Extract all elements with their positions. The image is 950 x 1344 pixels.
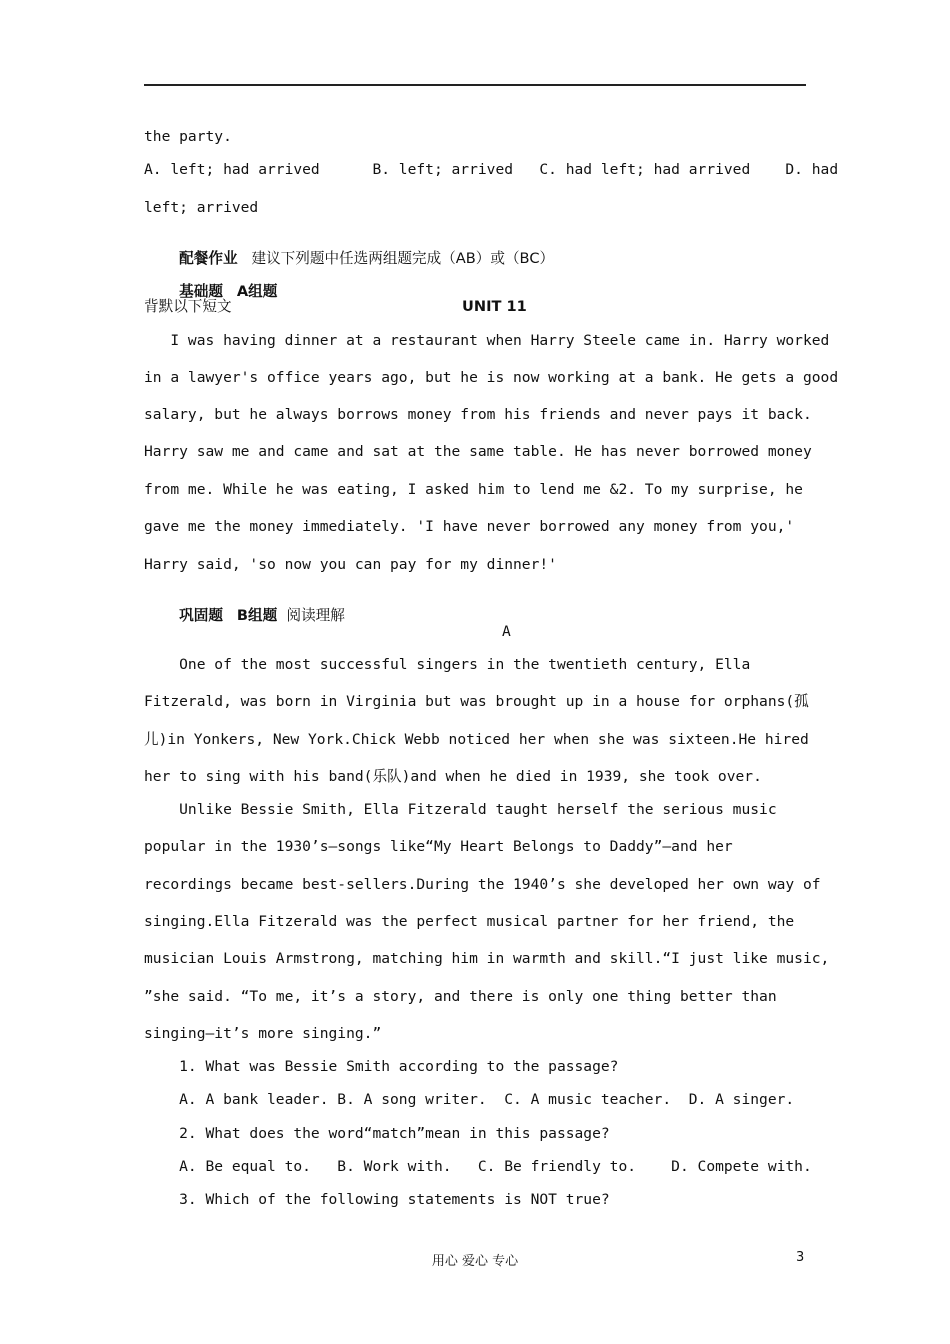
- passage-line: gave me the money immediately. 'I have never borrowed any money from you,': [144, 518, 795, 535]
- header-rule: [144, 84, 806, 86]
- reading-line: singing.Ella Fitzerald was the perfect musical partner for her friend, the: [144, 913, 795, 930]
- text-line: the party.: [144, 128, 232, 145]
- passage-line: Harry saw me and came and sat at the same table. He has never borrowed money: [144, 443, 812, 460]
- homework-instruction: 建议下列题中任选两组题完成（AB）或（BC）: [251, 250, 555, 267]
- group-b-label: B组题: [236, 607, 278, 624]
- recite-instruction: 背默以下短文: [144, 298, 232, 315]
- section-a-heading: A: [502, 623, 511, 640]
- question-2: 2. What does the word“match”mean in this passage?: [144, 1125, 610, 1142]
- question-2-options: A. Be equal to. B. Work with. C. Be friendly to. D. Compete with.: [144, 1158, 812, 1175]
- answer-options: A. left; had arrived B. left; arrived C. had left; had arrived D. had: [144, 161, 839, 178]
- group-a-label: A组题: [236, 283, 278, 300]
- basic-label: 基础题: [179, 283, 223, 300]
- reading-line: musician Louis Armstrong, matching him in warmth and skill.“I just like music,: [144, 950, 830, 967]
- passage-line: I was having dinner at a restaurant when Harry Steele came in. Harry worked: [144, 332, 830, 349]
- footer-motto: 用心 爱心 专心: [431, 1254, 519, 1269]
- reading-line: singing—it’s more singing.”: [144, 1025, 382, 1042]
- question-3: 3. Which of the following statements is NOT true?: [144, 1191, 610, 1208]
- consolidate-heading: [144, 589, 806, 643]
- reading-line: popular in the 1930’s—songs like“My Heart Belongs to Daddy”—and her: [144, 838, 733, 855]
- passage-line: salary, but he always borrows money from his friends and never pays it back.: [144, 406, 812, 423]
- reading-line: ”she said. “To me, it’s a story, and there is only one thing better than: [144, 988, 777, 1005]
- reading-line: 儿)in Yonkers, New York.Chick Webb noticed her when she was sixteen.He hired: [144, 731, 809, 748]
- reading-line: recordings became best-sellers.During the 1940’s she developed her own way of: [144, 876, 821, 893]
- homework-label: 配餐作业: [179, 250, 238, 267]
- reading-line: her to sing with his band(乐队)and when he died in 1939, she took over.: [144, 768, 762, 785]
- passage-line: Harry said, 'so now you can pay for my dinner!': [144, 556, 557, 573]
- question-1: 1. What was Bessie Smith according to the passage?: [144, 1058, 619, 1075]
- text-line: left; arrived: [144, 199, 259, 216]
- reading-line: One of the most successful singers in the twentieth century, Ella: [144, 656, 751, 673]
- reading-line: Unlike Bessie Smith, Ella Fitzerald taught herself the serious music: [144, 801, 777, 818]
- reading-line: Fitzerald, was born in Virginia but was brought up in a house for orphans(孤: [144, 693, 809, 710]
- unit-title: UNIT 11: [462, 298, 527, 315]
- reading-label: 阅读理解: [286, 607, 345, 624]
- question-1-options: A. A bank leader. B. A song writer. C. A music teacher. D. A singer.: [144, 1091, 795, 1108]
- page-number: 3: [796, 1250, 805, 1265]
- passage-line: from me. While he was eating, I asked him to lend me &2. To my surprise, he: [144, 481, 803, 498]
- passage-line: in a lawyer's office years ago, but he is now working at a bank. He gets a good: [144, 369, 839, 386]
- consolidate-label: 巩固题: [179, 607, 223, 624]
